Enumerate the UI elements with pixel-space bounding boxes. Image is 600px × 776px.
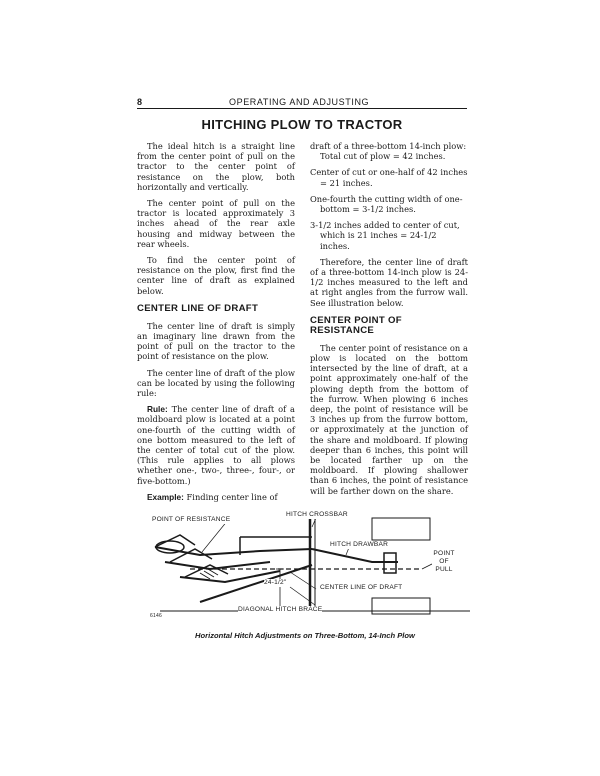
label-dimension: 24-1/2" [264,579,287,586]
hitch-diagram [140,507,470,627]
left-column [137,141,295,508]
example-text: Finding center line of [186,491,278,502]
label-diagonal-hitch-brace: DIAGONAL HITCH BRACE [238,606,323,613]
label-hitch-crossbar: HITCH CROSSBAR [286,511,348,518]
tractor-outline-top [372,518,430,540]
paragraph: draft of a three-bottom 14-inch plow: Total cut of plow = 42 inches. [310,141,467,162]
paragraph: 3-1/2 inches added to center of cut, which is 21 inches = 24-1/2 inches. [310,220,460,251]
figure-caption: Horizontal Hitch Adjustments on Three-Bottom, 14-Inch Plow [195,631,415,640]
label-figure-code: 6146 [150,613,162,619]
paragraph: To find the center point of resistance on the plow, first find the center line of draft as explained below. [137,255,295,296]
label-hitch-drawbar: HITCH DRAWBAR [330,541,389,548]
paragraph: The center point of resistance on a plow is located on the bottom intersected by the line of draft, at a point approximately one-half of the plowing depth from the bottom of the furrow. When plowing 6 inches deep, the point of resistance will be 3 inches up from the furrow bottom, or approximately at the junction of the share and moldboard. If plowing deeper than 6 inches, this point will be located farther up on the moldboard. If plowing shallower than 6 inches, the point of resistance will be farther down on the share. [310,342,468,496]
paragraph: The center line of draft is simply an imaginary line drawn from the point of pull on the tractor to the point of resistance on the plow. [137,320,295,362]
running-title: OPERATING AND ADJUSTING [229,97,370,107]
rule-lead: Rule: [147,404,168,415]
paragraph: The ideal hitch is a straight line from the center point of pull on the tractor to the center point of resistance on the plow, both horizontally and vertically. [137,141,295,192]
section-heading-center-line-of-draft: CENTER LINE OF DRAFT [137,302,259,314]
drawbar-line [312,549,398,562]
label-center-line-of-draft: CENTER LINE OF DRAFT [320,584,403,591]
tractor-outline-bottom [372,598,430,614]
example-lead: Example: [147,491,184,502]
rule-paragraph [137,404,295,486]
paragraph: One-fourth the cutting width of one-bottom = 3-1/2 inches. [310,193,463,215]
diagonal-brace [200,565,312,602]
example-paragraph [137,492,295,502]
paragraph: Therefore, the center line of draft of a three-bottom 14-inch plow is 24-1/2 inches measured to the left and at right angles from the furrow wall. See illustration below. [310,256,468,308]
paragraph: The center line of draft of the plow can be located by using the following rule: [137,367,295,399]
page-number: 8 [137,97,143,107]
running-header [137,97,467,109]
paragraph: Center of cut or one-half of 42 inches = 21 inches. [310,167,468,188]
rule-text: The center line of draft of a moldboard plow is located at a point one-fourth of the cutting width of one bottom measured to the left of the center of total cut of the plow. (This rule applies to all plows whether one-, two-, three-, four-, or five-bottom.) [137,404,295,486]
label-point-of-resistance: POINT OF RESISTANCE [152,516,231,523]
paragraph: The center point of pull on the tractor is located approximately 3 inches ahead of the rear axle housing and midway between the rear wheels. [137,198,295,249]
right-column [310,141,468,502]
section-heading-center-point-of-resistance: CENTER POINT OF RESISTANCE [310,314,402,336]
label-point-of-pull: POINT OF PULL [433,550,455,573]
page-title: HITCHING PLOW TO TRACTOR [201,117,403,132]
